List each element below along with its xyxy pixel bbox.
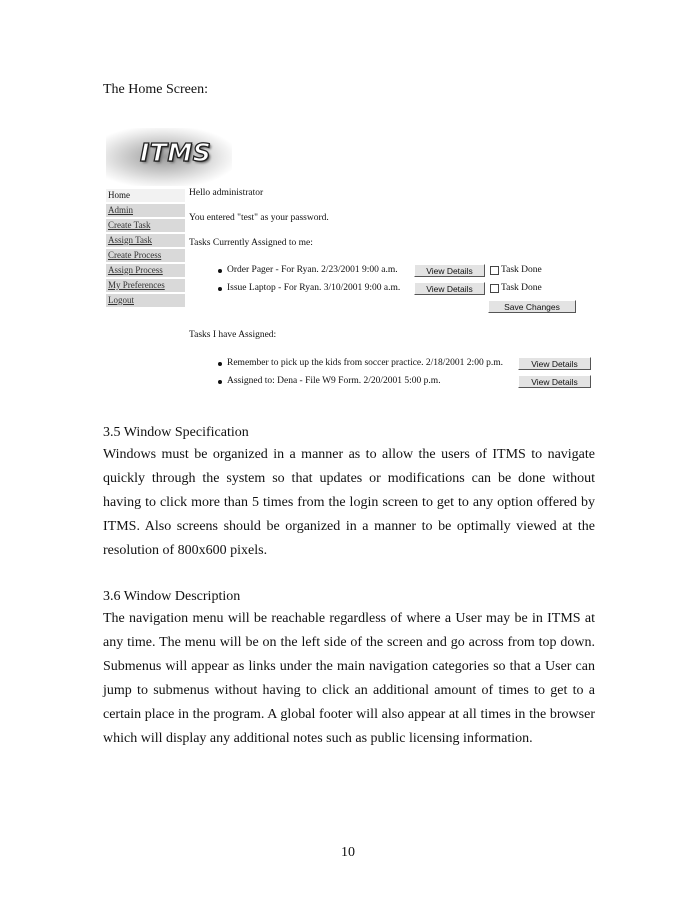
view-details-button[interactable]: View Details [414,264,485,277]
assigned-task-text: Order Pager - For Ryan. 2/23/2001 9:00 a.m. [227,265,398,275]
bullet-icon [218,362,222,366]
itms-logo [106,128,232,186]
bullet-icon [218,380,222,384]
assigned-by-me-text: Remember to pick up the kids from soccer practice. 2/18/2001 2:00 p.m. [227,358,503,368]
task-done-label: Task Done [501,265,542,275]
section-36-heading: 3.6 Window Description [103,589,241,604]
nav-item-create-task[interactable]: Create Task [106,219,185,232]
task-done-checkbox[interactable] [490,284,499,293]
section-35-body: Windows must be organized in a manner as to allow the users of ITMS to navigate quickly through the system so that updates or modifications can be done without having to click more than 5 times from the login screen to get to any option offered by ITMS. Also screens should be organized in a manner to be optimally viewed at the resolution of 800x600 pixels. [103,447,595,558]
nav-item-my-preferences[interactable]: My Preferences [106,279,185,292]
view-details-button[interactable]: View Details [518,375,591,388]
itms-logo-text: ITMS [140,138,212,167]
nav-item-home[interactable]: Home [106,189,185,202]
nav-menu [106,189,185,309]
i-assigned-label: Tasks I have Assigned: [189,330,277,340]
assigned-task-text: Issue Laptop - For Ryan. 3/10/2001 9:00 a.m. [227,283,401,293]
bullet-icon [218,287,222,291]
page-number: 10 [341,845,355,860]
section-35-heading: 3.5 Window Specification [103,425,249,440]
greeting: Hello administrator [189,188,264,198]
task-done-checkbox[interactable] [490,266,499,275]
assigned-by-me-text: Assigned to: Dena - File W9 Form. 2/20/2001 5:00 p.m. [227,376,441,386]
nav-item-admin[interactable]: Admin [106,204,185,217]
password-message: You entered "test" as your password. [189,213,329,223]
nav-item-logout[interactable]: Logout [106,294,185,307]
nav-item-assign-task[interactable]: Assign Task [106,234,185,247]
nav-item-create-process[interactable]: Create Process [106,249,185,262]
bullet-icon [218,269,222,273]
intro-heading: The Home Screen: [103,82,208,97]
section-36-body: The navigation menu will be reachable regardless of where a User may be in ITMS at any time. The menu will be on the left side of the screen and go across from top down. Submenus will appear as links under the main navigation categories so that a User can jump to submenus without having to click an additional amount of times to get to a certain place in the program. A global footer will also appear at all times in the browser which will display any additional notes such as public licensing information. [103,611,595,746]
save-changes-button[interactable]: Save Changes [488,300,576,313]
view-details-button[interactable]: View Details [414,282,485,295]
assigned-to-me-label: Tasks Currently Assigned to me: [189,238,313,248]
view-details-button[interactable]: View Details [518,357,591,370]
task-done-label: Task Done [501,283,542,293]
nav-item-assign-process[interactable]: Assign Process [106,264,185,277]
